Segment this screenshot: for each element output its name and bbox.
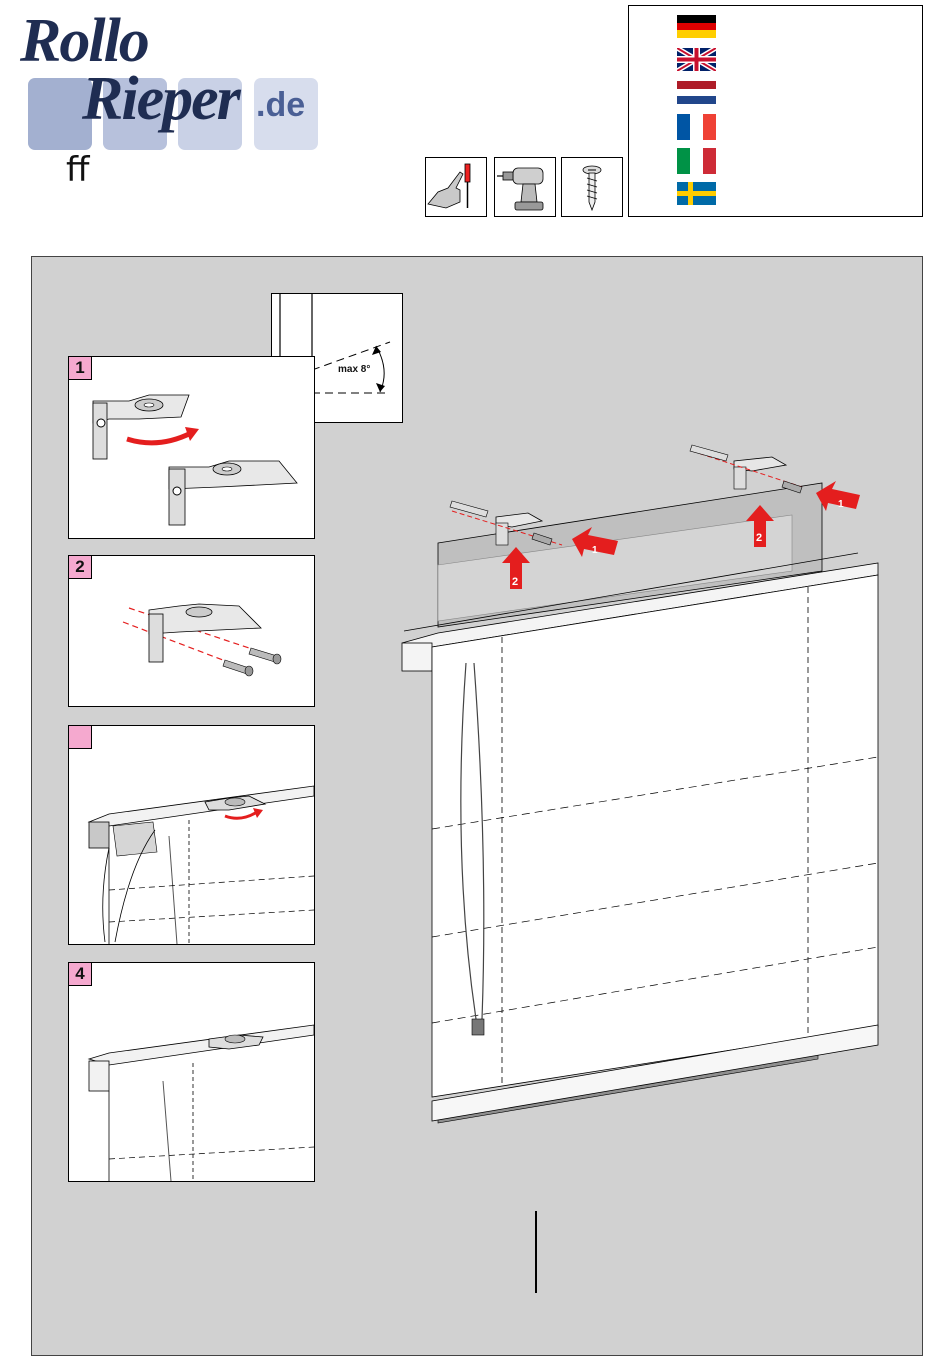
language-flags-panel xyxy=(628,5,923,217)
screw-icon xyxy=(561,157,623,217)
italy-flag-icon xyxy=(677,148,716,174)
roman-blind-installation-illustration xyxy=(392,437,892,1137)
header-text: ff xyxy=(66,150,90,190)
logo-word-rollo: Rollo xyxy=(20,7,148,75)
arrow-label: 2 xyxy=(512,576,519,588)
step-3-panel xyxy=(68,725,315,945)
step-4-panel xyxy=(68,962,315,1182)
bracket-screw-illustration xyxy=(69,556,314,706)
mounted-headrail-illustration xyxy=(69,963,314,1181)
vertical-divider xyxy=(535,1211,537,1293)
logo-domain: .de xyxy=(256,86,306,124)
arrow-label: 1 xyxy=(838,499,844,510)
sweden-flag-icon xyxy=(677,182,716,205)
step-1-panel xyxy=(68,356,315,539)
angle-label: max 8° xyxy=(338,364,371,375)
adhesive-tape-illustration xyxy=(69,726,314,944)
logo-word-rieper: Rieper xyxy=(82,65,239,133)
arrow-label: 2 xyxy=(756,532,763,544)
step-number: 4 xyxy=(69,963,92,986)
bracket-rotate-illustration xyxy=(69,357,314,538)
netherlands-flag-icon xyxy=(677,81,716,104)
arrow-step-1-right xyxy=(816,481,860,511)
step-number xyxy=(69,726,92,749)
step-2-panel xyxy=(68,555,315,707)
uk-flag-icon xyxy=(677,48,716,71)
step-number: 1 xyxy=(69,357,92,380)
france-flag-icon xyxy=(677,114,716,140)
drill-icon xyxy=(494,157,556,217)
instruction-panel xyxy=(31,256,923,1356)
brand-logo xyxy=(20,7,330,160)
hand-screwdriver-icon xyxy=(425,157,487,217)
arrow-label: 1 xyxy=(592,545,598,556)
germany-flag-icon xyxy=(677,15,716,38)
step-number: 2 xyxy=(69,556,92,579)
